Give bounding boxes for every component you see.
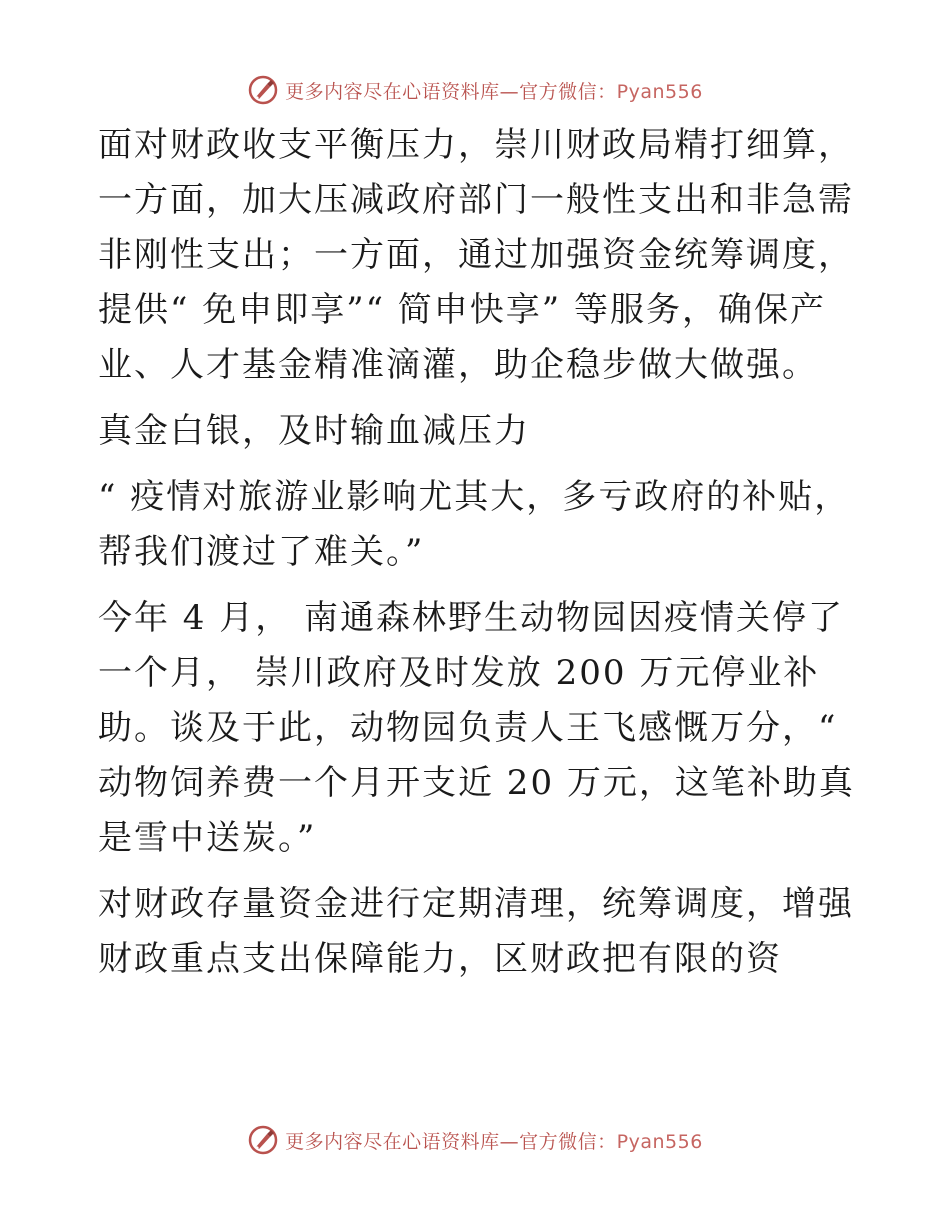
paragraph-2-heading: 真金白银，及时输血减压力 <box>98 411 530 451</box>
paragraph-3-quote: “ 疫情对旅游业影响尤其大，多亏政府的补贴，帮我们渡过了难关。” <box>98 477 851 572</box>
header-watermark <box>0 70 950 110</box>
paragraph-4: 今年 4 月， 南通森林野生动物园因疫情关停了一个月， 崇川政府及时发放 200 万元停业补助。谈及于此，动物园负责人王飞感慨万分，“ 动物饲养费一个月开支近 20 万元，这笔补助真是雪中送炭。” <box>98 598 855 858</box>
watermark-text: 更多内容尽在心语资料库—官方微信：Pyan556 <box>285 1130 703 1153</box>
paragraph-5: 对财政存量资金进行定期清理，统筹调度，增强财政重点支出保障能力，区财政把有限的资 <box>98 884 854 979</box>
document-body <box>98 118 858 998</box>
watermark-text: 更多内容尽在心语资料库—官方微信：Pyan556 <box>285 80 703 103</box>
pen-logo-icon <box>247 74 279 106</box>
wechat-id: Pyan556 <box>616 80 703 103</box>
paragraph-1: 面对财政收支平衡压力，崇川财政局精打细算，一方面，加大压减政府部门一般性支出和非急需非刚性支出；一方面，通过加强资金统筹调度，提供“ 免申即享”“ 简申快享” 等服务，确保产业、人才基金精准滴灌，助企稳步做大做强。 <box>98 125 854 385</box>
pen-logo-icon <box>247 1124 279 1156</box>
wechat-id: Pyan556 <box>616 1130 703 1153</box>
footer-watermark <box>0 1120 950 1160</box>
